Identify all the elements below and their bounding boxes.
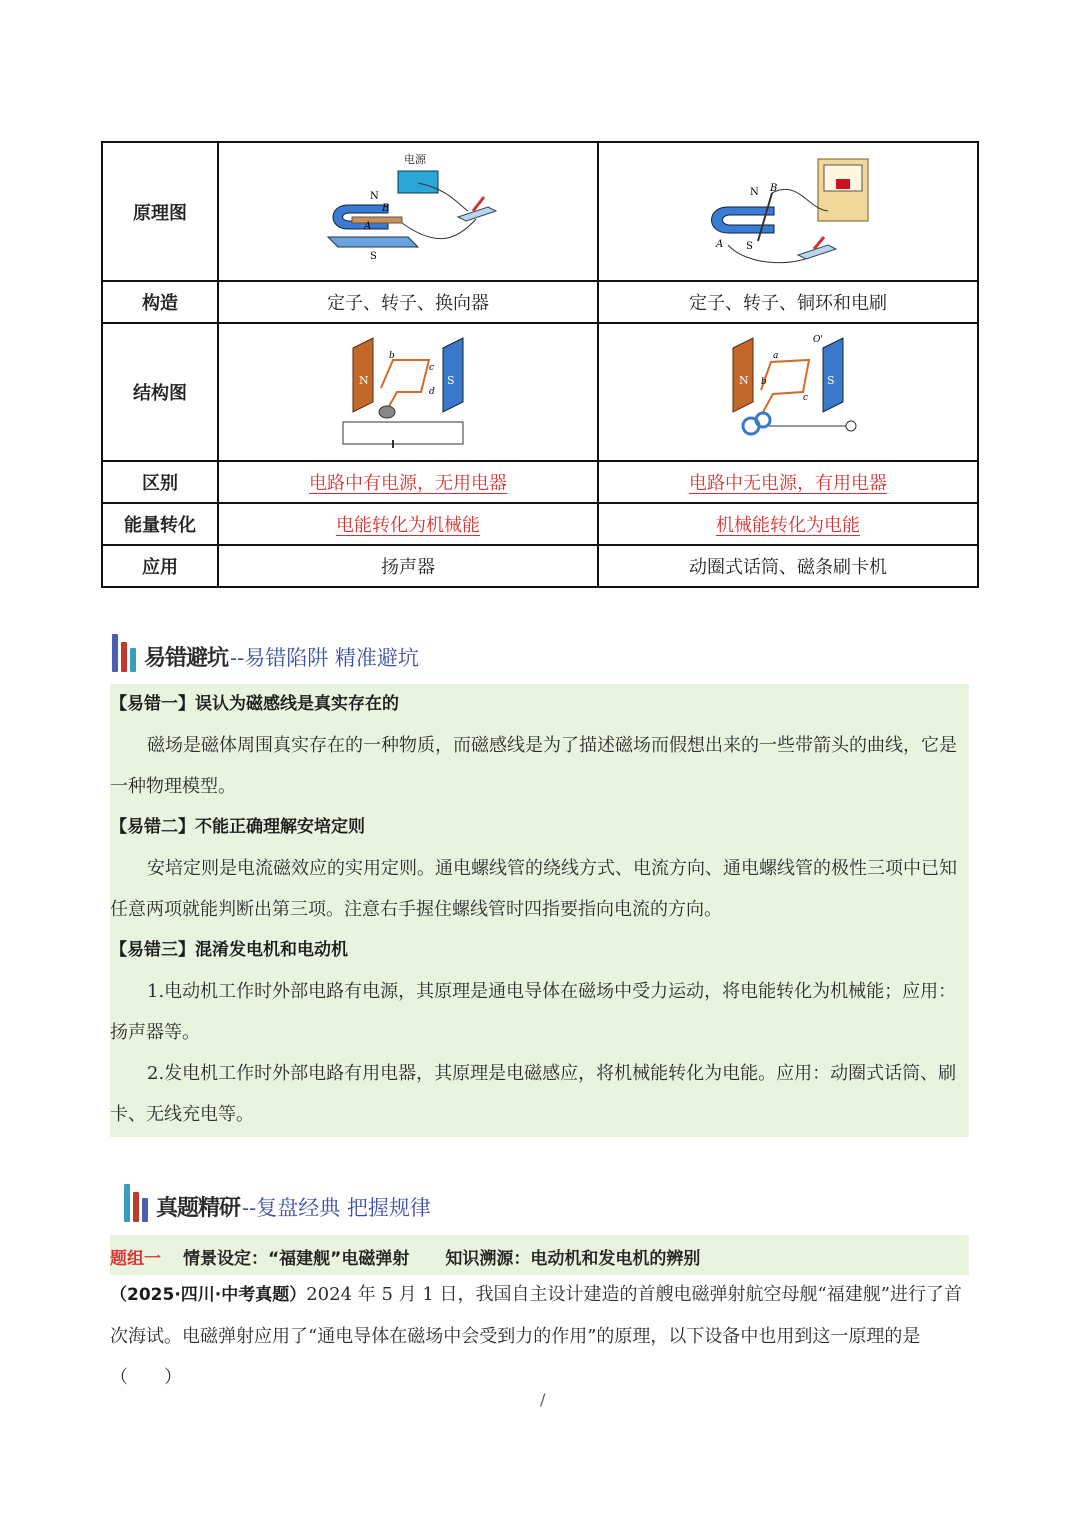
row-header-energy: 能量转化 [102,503,218,545]
svg-text:B: B [770,183,778,194]
question [110,1274,970,1398]
generator-structure-svg [713,330,863,450]
row-header-principle: 原理图 [102,142,218,281]
pitfall-3-body1: 1.电动机工作时外部电路有电源，其原理是通电导体在磁场中受力运动，将电能转化为机械能；应用：扬声器等。 [110,981,957,1043]
pitfall-3-head: 【易错三】混淆发电机和电动机 [110,940,348,960]
pitfall-3-body2: 2.发电机工作时外部电路有用电器，其原理是电磁感应，将机械能转化为电能。应用：动圈式话筒、刷卡、无线充电等。 [110,1063,957,1125]
section-title-pitfalls: 易错避坑 --易错陷阱 精准避坑 [110,632,419,672]
generator-application: 动圈式话筒、磁条刷卡机 [598,545,978,587]
section-title-exam: 真题精研 --复盘经典 把握规律 [122,1182,431,1222]
generator-principle-diagram [598,142,978,281]
pitfall-1-body: 磁场是磁体周围真实存在的一种物质，而磁感线是为了描述磁场而假想出来的一些带箭头的曲线，它是一种物理模型。 [110,735,957,797]
svg-text:B: B [382,203,390,214]
motor-application: 扬声器 [218,545,598,587]
motor-structure-svg [333,330,483,450]
question-source: （2025·四川·中考真题） [110,1285,307,1305]
generator-construction: 定子、转子、铜环和电刷 [598,281,978,323]
motor-principle-svg [308,149,508,269]
books-icon [122,1182,154,1222]
svg-text:A: A [364,221,372,232]
svg-text:S: S [827,373,835,387]
svg-text:c: c [803,392,809,403]
motor-structure-diagram [218,323,598,461]
group-label: 题组一 [110,1249,161,1269]
pitfall-2-head: 【易错二】不能正确理解安培定则 [110,817,365,837]
svg-text:d: d [429,386,435,397]
generator-principle-svg [688,149,888,269]
svg-text:N: N [359,373,369,387]
generator-difference: 电路中无电源，有用电器 [598,461,978,503]
power-label: 电源 [404,153,426,166]
svg-text:S: S [447,373,455,387]
comparison-table [101,141,979,588]
group-source: 知识溯源：电动机和发电机的辨别 [445,1249,701,1269]
svg-text:b: b [761,376,767,387]
row-header-difference: 区别 [102,461,218,503]
svg-text:N: N [739,373,749,387]
row-header-construction: 构造 [102,281,218,323]
page-mark: / [540,1390,546,1409]
motor-energy: 电能转化为机械能 [218,503,598,545]
question-group-header [110,1244,700,1269]
svg-text:A: A [716,239,724,250]
svg-text:b: b [389,350,395,361]
svg-text:N: N [750,187,759,198]
pitfall-1 [110,684,970,1135]
books-icon [110,632,142,672]
generator-energy: 机械能转化为电能 [598,503,978,545]
row-header-structure: 结构图 [102,323,218,461]
question-text: 2024 年 5 月 1 日，我国自主设计建造的首艘电磁弹射航空母舰“福建舰”进行了首次海试。电磁弹射应用了“通电导体在磁场中会受到力的作用”的原理，以下设备中也用到这一原理的是（ ） [110,1284,962,1388]
motor-principle-diagram [218,142,598,281]
motor-construction: 定子、转子、换向器 [218,281,598,323]
svg-text:O': O' [813,334,823,345]
svg-text:a: a [773,350,779,361]
pitfall-2-body: 安培定则是电流磁效应的实用定则。通电螺线管的绕线方式、电流方向、通电螺线管的极性三项中已知任意两项就能判断出第三项。注意右手握住螺线管时四指要指向电流的方向。 [110,858,957,920]
svg-text:S: S [370,251,377,262]
svg-text:N: N [370,191,379,202]
pitfall-1-head: 【易错一】误认为磁感线是真实存在的 [110,694,399,714]
group-scene: 情景设定：“福建舰”电磁弹射 [183,1249,410,1269]
svg-text:S: S [746,241,753,252]
generator-structure-diagram [598,323,978,461]
row-header-application: 应用 [102,545,218,587]
motor-difference: 电路中有电源，无用电器 [218,461,598,503]
svg-text:c: c [429,362,435,373]
